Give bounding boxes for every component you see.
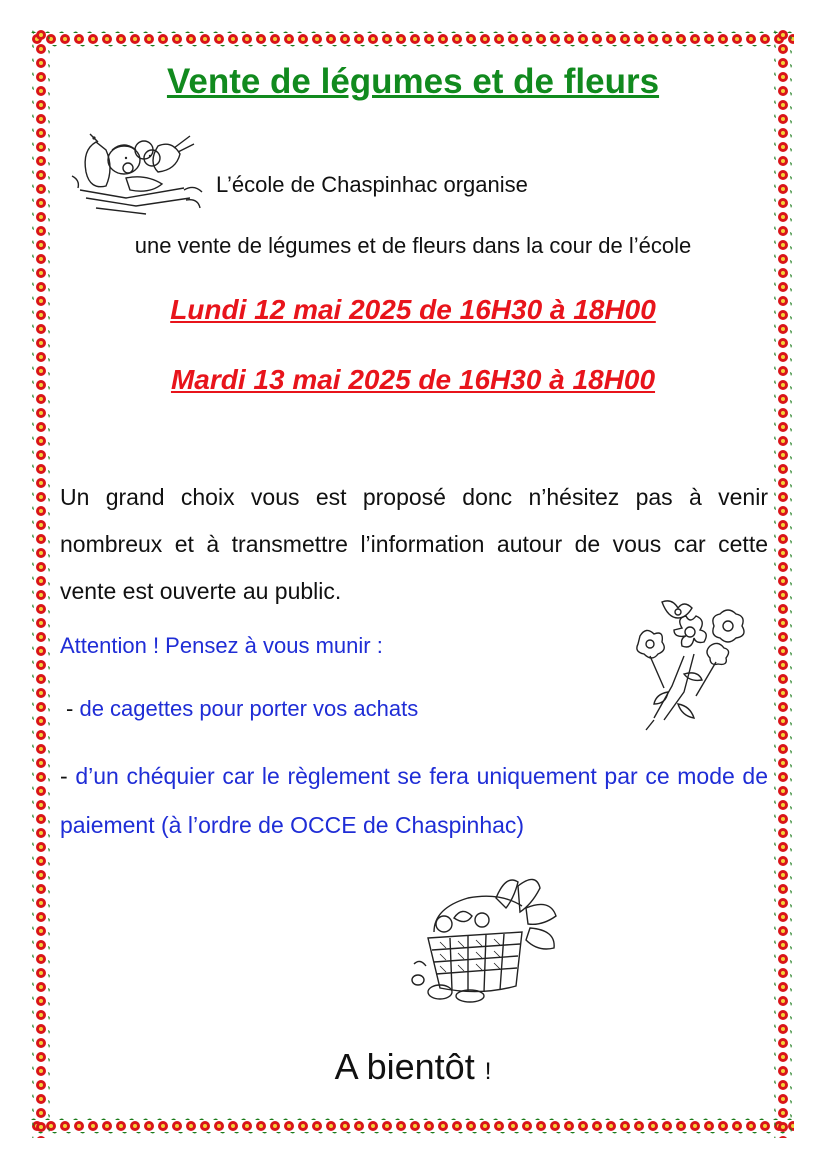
list-item-text: de cagettes pour porter vos achats	[79, 696, 419, 721]
vegetables-illustration	[66, 128, 208, 222]
flower-border-bottom	[30, 1114, 794, 1138]
closing-exclamation: !	[484, 1058, 492, 1085]
list-dash: -	[60, 763, 68, 789]
intro-line-1: L’école de Chaspinhac organise	[216, 172, 528, 197]
closing-text	[0, 1046, 826, 1088]
date-monday: Lundi 12 mai 2025 de 16H30 à 18H00	[170, 294, 656, 325]
date-tuesday: Mardi 13 mai 2025 de 16H30 à 18H00	[170, 364, 656, 395]
info-paragraph: Un grand choix vous est proposé donc n’hésitez pas à venir nombreux et à transmettre l’information autour de vous car cette vente est ouverte au public.	[60, 484, 768, 604]
closing-main: A bientôt	[334, 1046, 475, 1087]
flower-border-top	[30, 28, 794, 50]
page-title: Vente de légumes et de fleurs	[166, 62, 660, 101]
flower-border-right	[772, 28, 794, 1138]
list-item-chequier	[60, 752, 768, 850]
intro-line-2: une vente de légumes et de fleurs dans la cour de l’école	[134, 233, 692, 258]
flower-border-left	[30, 28, 52, 1138]
list-item-cagettes	[66, 696, 418, 722]
list-item-text: d’un chéquier car le règlement se fera uniquement par ce mode de paiement (à l’ordre de OCCE de Chaspinhac)	[60, 763, 769, 838]
list-dash: -	[66, 696, 74, 721]
attention-line: Attention ! Pensez à vous munir :	[60, 633, 383, 658]
vegetable-basket-illustration	[410, 868, 570, 1004]
flower-bouquet-illustration	[624, 596, 754, 736]
